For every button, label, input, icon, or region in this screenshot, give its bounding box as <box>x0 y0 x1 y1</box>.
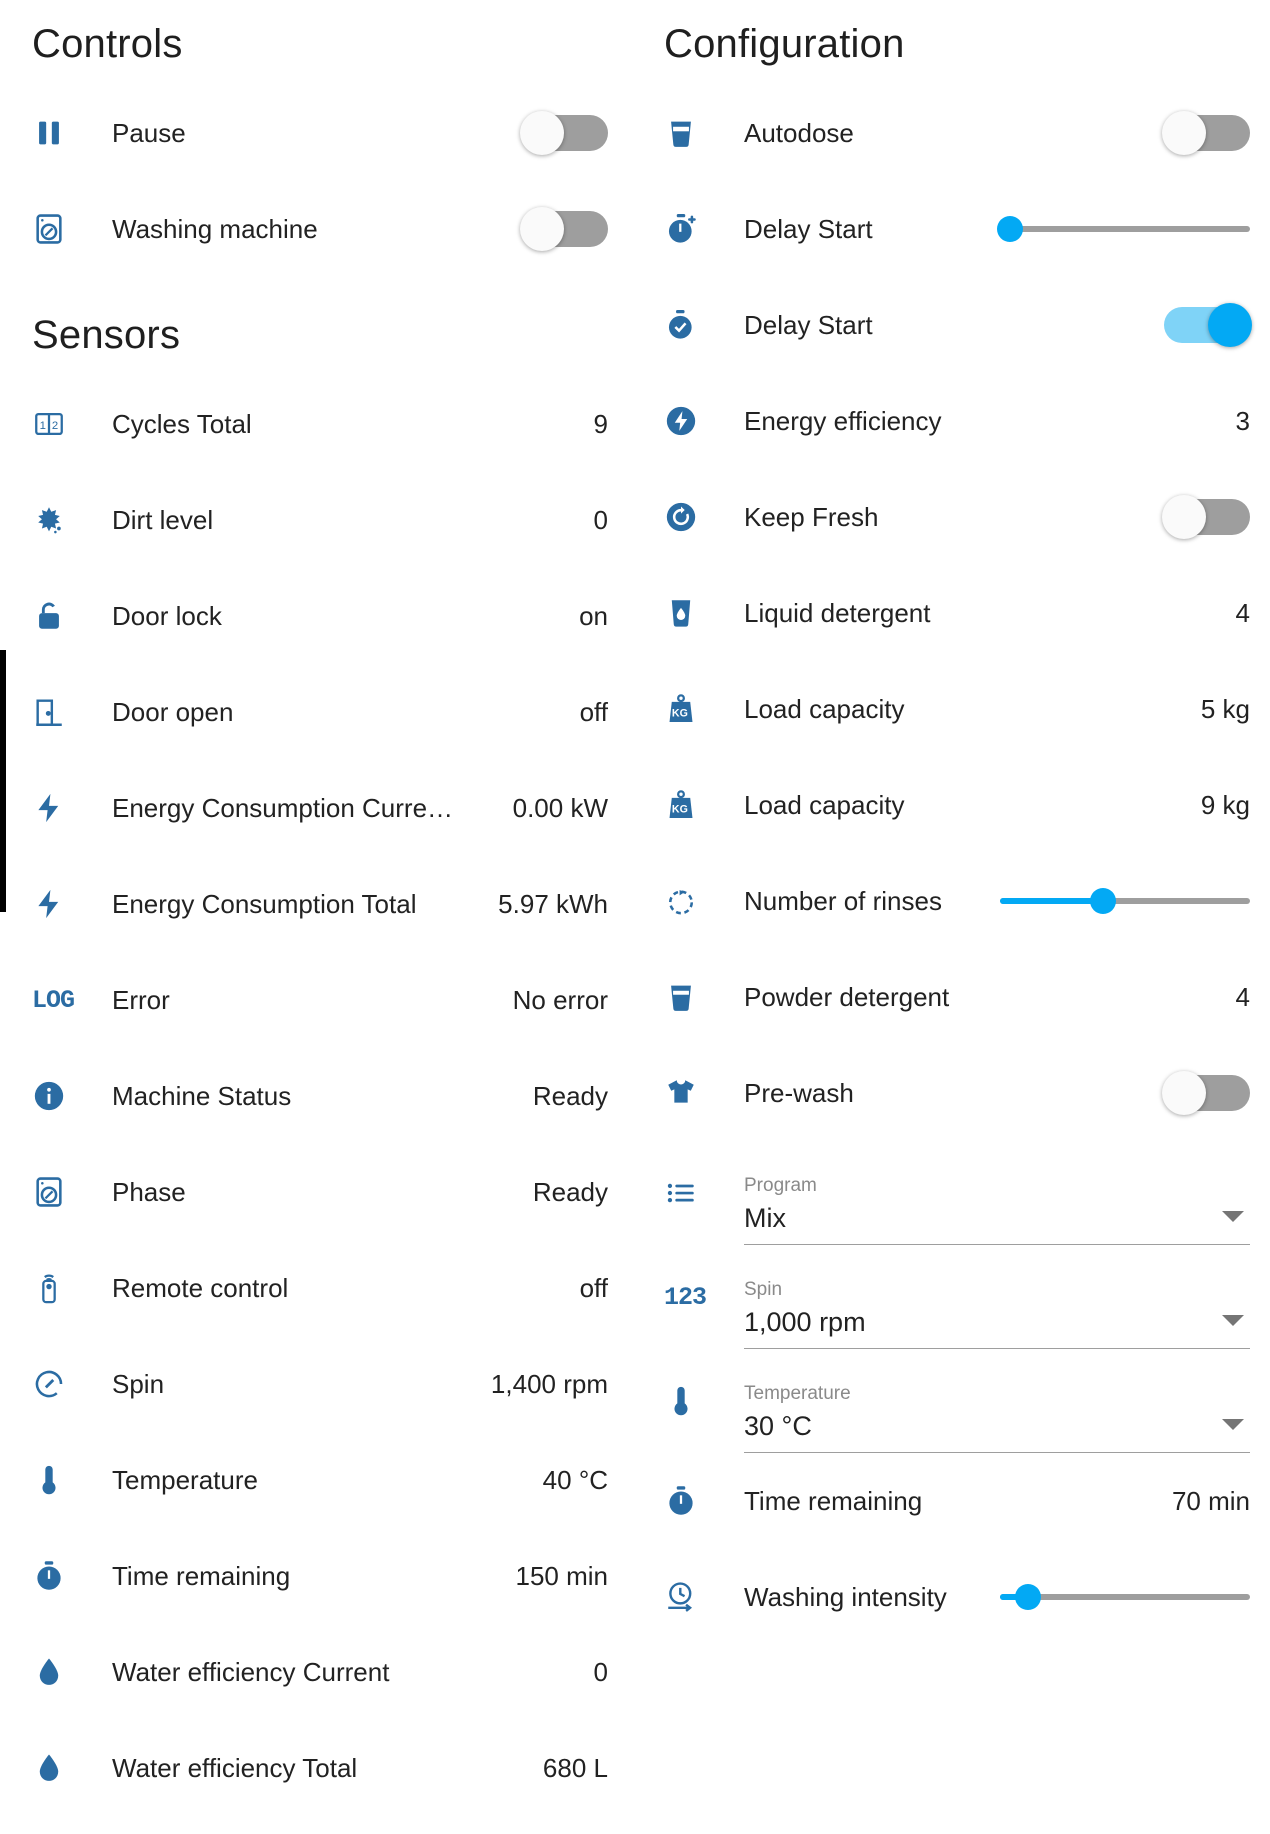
row-value: 9 kg <box>1200 789 1250 820</box>
row-value: 0 <box>593 504 608 535</box>
row-label: Washing machine <box>112 213 318 244</box>
row-label: Pre-wash <box>744 1077 854 1108</box>
chevron-down-icon[interactable] <box>1222 1419 1244 1430</box>
row-value: Ready <box>532 1176 608 1207</box>
row-label: Powder detergent <box>744 981 950 1012</box>
temperature-select-value: 30 °C <box>744 1411 812 1441</box>
row-spin[interactable] <box>662 1245 1252 1349</box>
row-label: Time remaining <box>744 1485 923 1516</box>
row-liquid-detergent <box>662 565 1252 661</box>
log-icon: LOG <box>32 985 75 1015</box>
row-remote-control <box>30 1240 610 1336</box>
row-time-remaining <box>662 1453 1252 1549</box>
row-value: 4 <box>1235 597 1250 628</box>
sensors-list <box>30 376 610 1816</box>
row-temperature <box>30 1432 610 1528</box>
program-select-value: Mix <box>744 1203 786 1233</box>
row-value: 70 min <box>1171 1485 1250 1516</box>
row-label: Cycles Total <box>112 408 252 439</box>
slider-fill <box>1000 898 1103 904</box>
toggle-knob <box>1162 111 1206 155</box>
row-label: Keep Fresh <box>744 501 879 532</box>
row-label: Remote control <box>112 1272 289 1303</box>
row-value: 9 <box>593 408 608 439</box>
row-load-capacity-1 <box>662 661 1252 757</box>
washing-machine-toggle[interactable] <box>522 211 608 247</box>
washing-intensity-icon <box>664 1580 726 1614</box>
spin-select-value: 1,000 rpm <box>744 1307 866 1337</box>
spin-select-label: Spin <box>744 1279 783 1300</box>
water-drop-icon <box>32 1655 94 1689</box>
energy-bolt-icon <box>664 404 726 438</box>
water-drop-icon <box>32 1751 94 1785</box>
temperature-select-label: Temperature <box>744 1383 851 1404</box>
row-label: Pause <box>112 117 186 148</box>
powder-detergent-icon <box>664 980 726 1014</box>
row-value: off <box>579 1272 608 1303</box>
row-value: on <box>579 600 608 631</box>
thermometer-icon <box>664 1384 726 1418</box>
row-label: Phase <box>112 1176 186 1207</box>
row-value: 4 <box>1235 981 1250 1012</box>
row-label: Spin <box>112 1368 165 1399</box>
row-door-lock <box>30 568 610 664</box>
row-door-open <box>30 664 610 760</box>
door-icon <box>32 695 94 729</box>
lock-icon <box>32 599 94 633</box>
chevron-down-icon[interactable] <box>1222 1315 1244 1326</box>
number-of-rinses-slider[interactable] <box>1000 883 1250 919</box>
list-icon <box>664 1176 726 1210</box>
row-value: Ready <box>532 1080 608 1111</box>
row-temperature[interactable] <box>662 1349 1252 1453</box>
spin-select[interactable] <box>744 1271 1250 1349</box>
row-value: 680 L <box>542 1752 608 1783</box>
row-phase <box>30 1144 610 1240</box>
row-label: Temperature <box>112 1464 258 1495</box>
slider-thumb[interactable] <box>1015 1584 1041 1610</box>
remote-control-icon <box>32 1271 94 1305</box>
slider-thumb[interactable] <box>1090 888 1116 914</box>
row-powder-detergent <box>662 949 1252 1045</box>
row-value: 1,400 rpm <box>490 1368 608 1399</box>
row-label: Number of rinses <box>744 885 942 916</box>
svg-text:KG: KG <box>671 803 688 816</box>
bolt-icon <box>32 887 94 921</box>
row-label: Delay Start <box>744 213 873 244</box>
row-delay-start-toggle[interactable] <box>662 277 1252 373</box>
program-select[interactable] <box>744 1167 1250 1245</box>
load-capacity-icon <box>664 692 726 726</box>
pause-icon <box>32 116 94 150</box>
row-label: Autodose <box>744 117 854 148</box>
row-machine-status <box>30 1048 610 1144</box>
delay-start-plus-icon <box>664 212 726 246</box>
timer-icon <box>32 1559 94 1593</box>
row-energy-consumption-current <box>30 760 610 856</box>
keep-fresh-toggle[interactable] <box>1164 499 1250 535</box>
svg-text:2: 2 <box>51 419 59 432</box>
thermometer-icon <box>32 1463 94 1497</box>
row-label: Energy efficiency <box>744 405 942 436</box>
right-column <box>640 0 1270 1834</box>
row-program[interactable] <box>662 1141 1252 1245</box>
info-icon <box>32 1079 94 1113</box>
rinse-icon <box>664 884 726 918</box>
tshirt-icon <box>664 1076 726 1110</box>
row-pre-wash[interactable] <box>662 1045 1252 1141</box>
row-value: 3 <box>1235 405 1250 436</box>
row-label: Energy Consumption Total <box>112 888 417 919</box>
row-load-capacity-2 <box>662 757 1252 853</box>
detergent-cup-icon <box>664 116 726 150</box>
washing-machine-icon <box>32 212 94 246</box>
page-title-controls: Controls <box>32 22 183 66</box>
row-washing-intensity[interactable] <box>662 1549 1252 1645</box>
delay-start-slider[interactable] <box>1000 211 1250 247</box>
row-autodose[interactable] <box>662 85 1252 181</box>
toggle-knob <box>1208 303 1252 347</box>
row-keep-fresh[interactable] <box>662 469 1252 565</box>
dirt-icon <box>32 503 94 537</box>
chevron-down-icon[interactable] <box>1222 1211 1244 1222</box>
row-label: Liquid detergent <box>744 597 931 628</box>
row-label: Dirt level <box>112 504 214 535</box>
autodose-toggle[interactable] <box>1164 115 1250 151</box>
row-label: Error <box>112 984 170 1015</box>
row-pause[interactable] <box>30 85 610 181</box>
slider-thumb[interactable] <box>997 216 1023 242</box>
row-energy-consumption-total <box>30 856 610 952</box>
row-dirt-level <box>30 472 610 568</box>
timer-icon <box>664 1484 726 1518</box>
row-value: 5.97 kWh <box>498 888 608 919</box>
row-water-efficiency-current <box>30 1624 610 1720</box>
toggle-knob <box>1162 1071 1206 1115</box>
row-value: off <box>579 696 608 727</box>
row-label: Delay Start <box>744 309 873 340</box>
row-value: No error <box>512 984 608 1015</box>
delay-start-check-icon <box>664 308 726 342</box>
row-error <box>30 952 610 1048</box>
bolt-icon <box>32 791 94 825</box>
row-value: 0.00 kW <box>512 792 608 823</box>
row-label: Water efficiency Total <box>112 1752 358 1783</box>
delay-start-toggle[interactable] <box>1164 307 1250 343</box>
row-spin <box>30 1336 610 1432</box>
row-label: Time remaining <box>112 1560 291 1591</box>
temperature-select[interactable] <box>744 1375 1250 1453</box>
row-value: 5 kg <box>1200 693 1250 724</box>
row-label: Load capacity <box>744 789 905 820</box>
page-title-sensors: Sensors <box>32 313 181 357</box>
row-label: Door lock <box>112 600 222 631</box>
spin-icon <box>32 1367 94 1401</box>
slider-track <box>1000 226 1250 232</box>
row-label: Water efficiency Current <box>112 1656 390 1687</box>
row-label: Load capacity <box>744 693 905 724</box>
svg-text:1: 1 <box>39 419 46 432</box>
configuration-list <box>662 85 1252 1645</box>
row-cycles-total <box>30 376 610 472</box>
svg-text:KG: KG <box>671 707 688 720</box>
row-number-of-rinses[interactable] <box>662 853 1252 949</box>
row-label: Machine Status <box>112 1080 292 1111</box>
number-123-icon: 123 <box>664 1282 707 1312</box>
row-delay-start-slider[interactable] <box>662 181 1252 277</box>
toggle-knob <box>520 111 564 155</box>
program-select-label: Program <box>744 1175 817 1196</box>
load-capacity-icon <box>664 788 726 822</box>
row-washing-machine[interactable] <box>30 181 610 277</box>
toggle-knob <box>1162 495 1206 539</box>
row-label: Energy Consumption Curre… <box>112 792 454 823</box>
counter-icon <box>32 407 94 441</box>
controls-list <box>30 85 610 277</box>
pause-toggle[interactable] <box>522 115 608 151</box>
keep-fresh-icon <box>664 500 726 534</box>
pre-wash-toggle[interactable] <box>1164 1075 1250 1111</box>
row-label: Washing intensity <box>744 1581 947 1612</box>
row-water-efficiency-total <box>30 1720 610 1816</box>
row-label: Door open <box>112 696 234 727</box>
row-value: 0 <box>593 1656 608 1687</box>
toggle-knob <box>520 207 564 251</box>
liquid-detergent-icon <box>664 596 726 630</box>
row-value: 40 °C <box>542 1464 608 1495</box>
page-title-configuration: Configuration <box>664 22 905 66</box>
washing-machine-icon <box>32 1175 94 1209</box>
row-value: 150 min <box>515 1560 608 1591</box>
row-time-remaining <box>30 1528 610 1624</box>
washing-intensity-slider[interactable] <box>1000 1579 1250 1615</box>
row-energy-efficiency <box>662 373 1252 469</box>
